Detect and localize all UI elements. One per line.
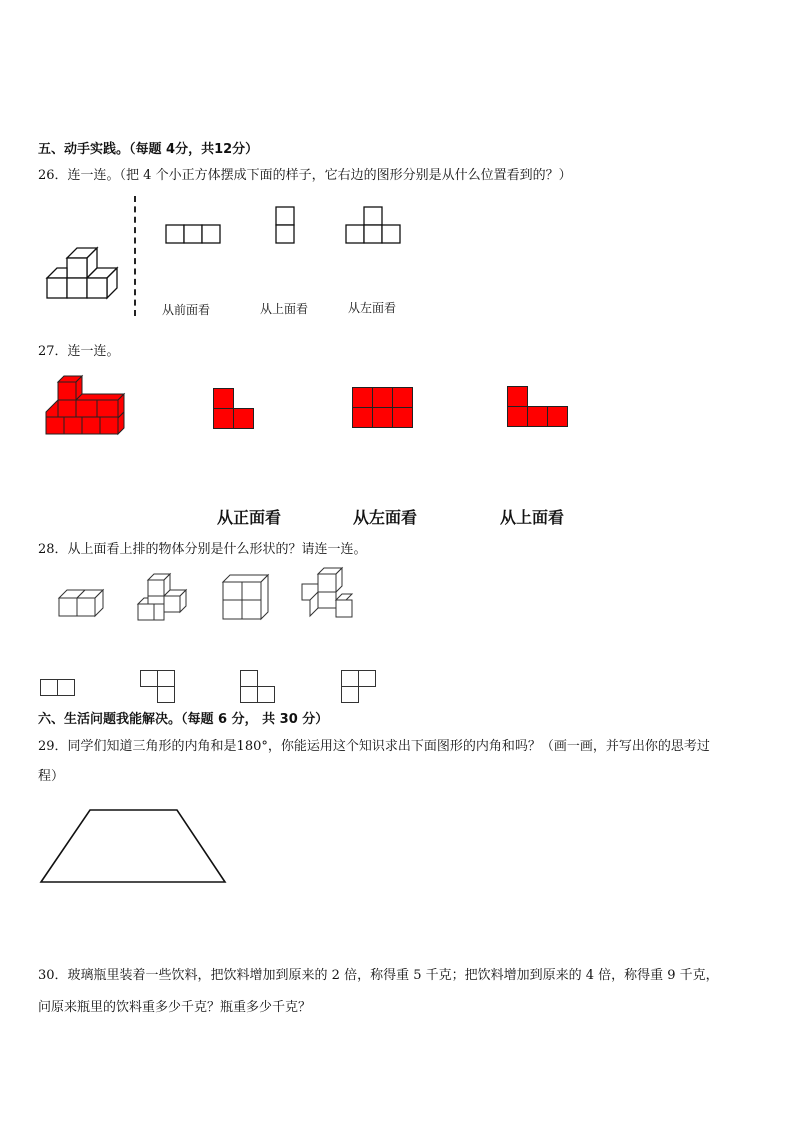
question-26-text: 26．连一连。（把 4 个小正方体摆成下面的样子，它右边的图形分别是从什么位置看到的？） xyxy=(38,168,572,183)
question-28-text: 28．从上面看上排的物体分别是什么形状的？请连一连。 xyxy=(38,542,367,557)
q27-view-two-by-three xyxy=(352,387,413,429)
q27-view-l-small xyxy=(213,388,255,429)
q28-object-2 xyxy=(136,572,188,624)
q28-object-4 xyxy=(300,566,354,620)
q28-view-shape-2 xyxy=(140,670,176,704)
q29-trapezoid-figure xyxy=(38,808,230,886)
dashed-divider xyxy=(134,196,136,316)
q27-red-cube-stack-figure xyxy=(46,376,126,436)
q28-view-shape-3 xyxy=(240,670,276,704)
q27-view-l-long xyxy=(507,386,568,428)
q27-label-left: 从左面看 xyxy=(353,508,418,527)
q28-view-two-horizontal xyxy=(40,679,76,697)
question-27-text: 27．连一连。 xyxy=(38,344,120,359)
question-29-line-1: 29．同学们知道三角形的内角和是180°，你能运用这个知识求出下面图形的内角和吗？（画一画，并写出你的思考过 xyxy=(38,739,710,754)
section-6-heading: 六、生活问题我能解决。（每题 6 分， 共 30 分） xyxy=(38,712,329,727)
q28-view-shape-4 xyxy=(341,670,377,704)
q28-object-3 xyxy=(222,574,270,620)
question-29-line-2: 程） xyxy=(38,769,65,784)
q26-cube-stack-figure xyxy=(40,240,130,305)
section-5-heading: 五、动手实践。（每题 4分，共12分） xyxy=(38,142,259,157)
q27-label-front: 从正面看 xyxy=(217,508,282,527)
q26-view-vertical-two xyxy=(275,206,295,244)
question-30-line-1: 30．玻璃瓶里装着一些饮料，把饮料增加到原来的 2 倍，称得重 5 千克；把饮料增加到原来的 4 倍，称得重 9 千克， xyxy=(38,968,719,983)
q26-label-top: 从上面看 xyxy=(260,302,309,316)
q26-view-three-row xyxy=(165,224,221,244)
question-30-line-2: 问原来瓶里的饮料重多少千克？瓶重多少千克？ xyxy=(38,1000,312,1015)
q28-object-1 xyxy=(58,585,104,619)
q26-label-front: 从前面看 xyxy=(162,303,211,317)
q26-view-t-shape xyxy=(345,206,401,244)
q26-label-left: 从左面看 xyxy=(348,301,397,315)
q27-label-top: 从上面看 xyxy=(500,508,565,527)
